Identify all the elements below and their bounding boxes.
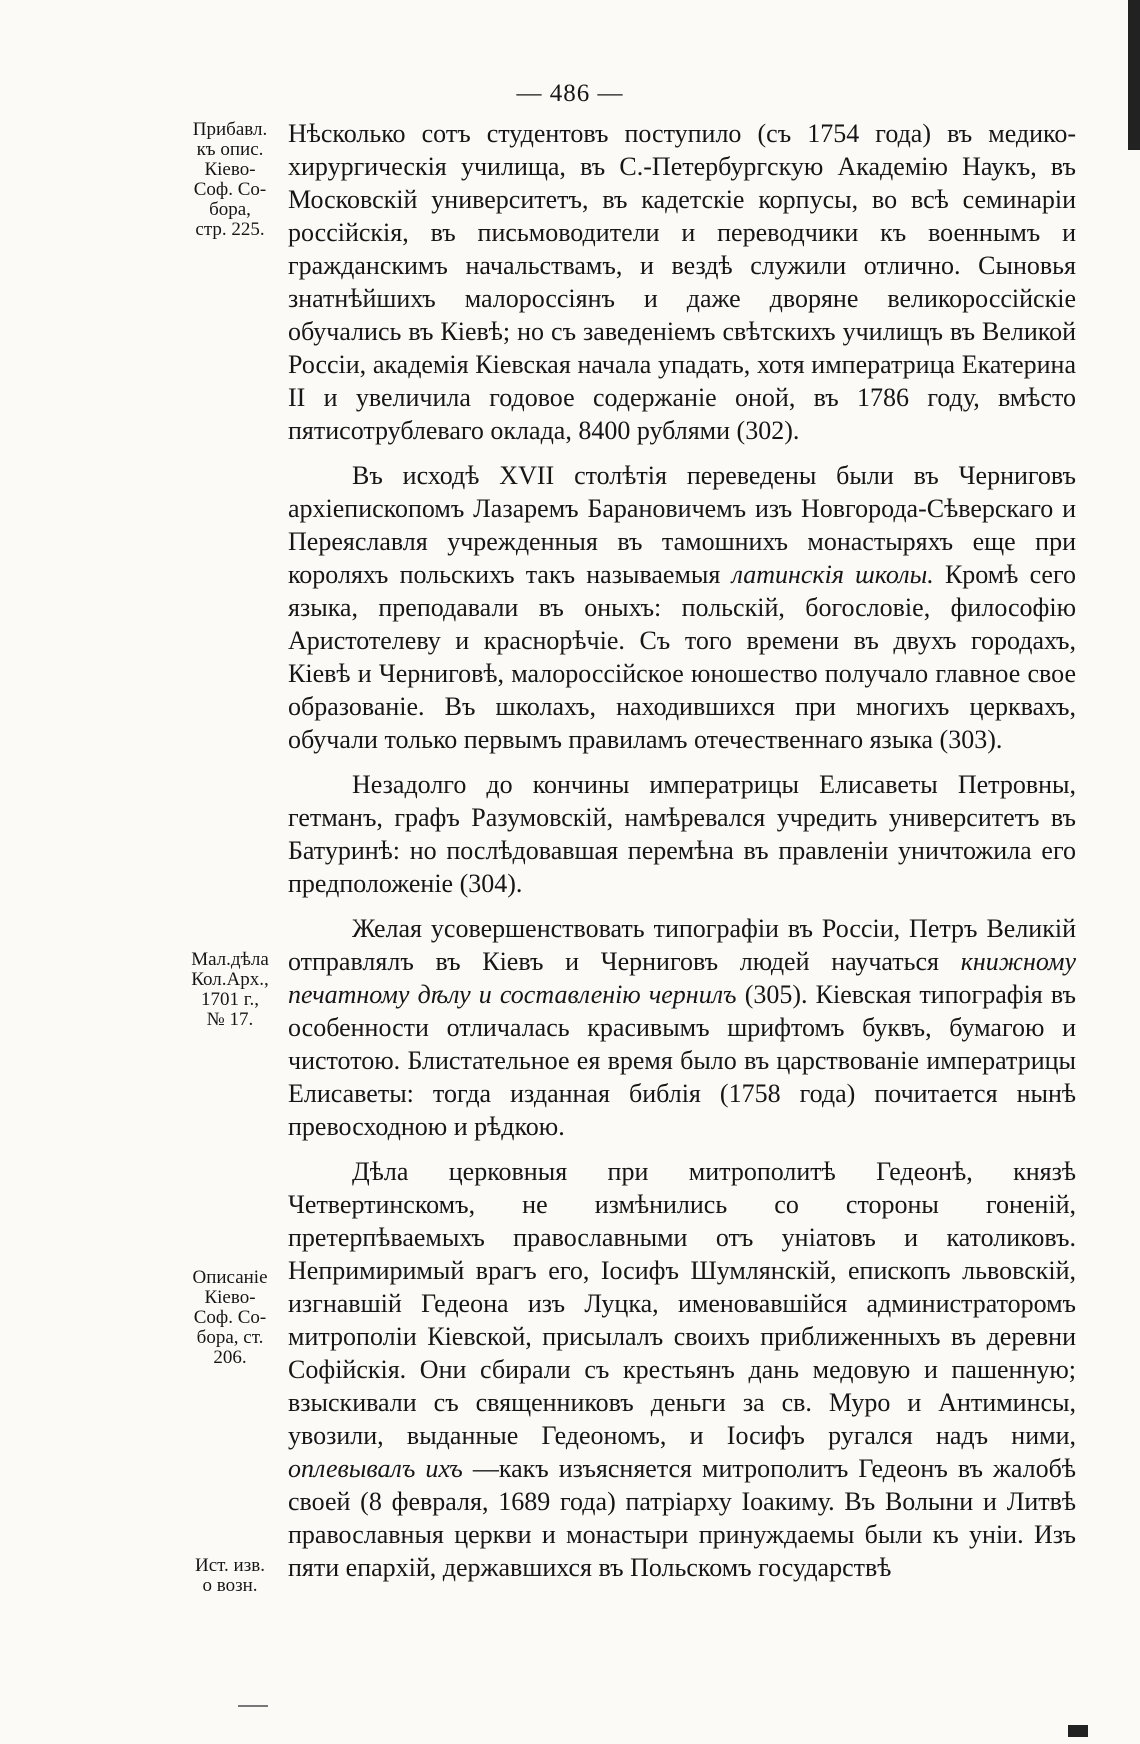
margin-note-3 bbox=[172, 1268, 288, 1368]
italic-phrase: латинскія школы. bbox=[731, 560, 934, 589]
margin-note-line: Соф. Со- bbox=[193, 179, 267, 200]
margin-note-1 bbox=[172, 120, 288, 240]
margin-note-line: о возн. bbox=[202, 1575, 258, 1596]
paragraph-5 bbox=[288, 1155, 1076, 1584]
margin-note-line: стр. 225. bbox=[195, 219, 265, 240]
paragraph-text: Кромѣ сего языка, преподавали въ оныхъ: польскій, богословіе, философію Аристотелеву и краснорѣчіе. Съ того времени въ двухъ городахъ, Кіевѣ и Черниговѣ, малороссійское юношество получало главное свое образованіе. Въ школахъ, находившихся при многихъ церквахъ, обучали только первымъ правиламъ отечественнаго языка (303). bbox=[288, 560, 1076, 754]
paragraph-text: (305). Кіевская типографія въ особенности отличалась красивымъ шрифтомъ буквъ, бумагою и чистотою. Блистательное ея время было въ царствованіе императрицы Елисаветы: тогда изданная библія (1758 года) почитается нынѣ превосходною и рѣдкою. bbox=[288, 980, 1076, 1141]
body-text bbox=[288, 117, 1076, 1596]
margin-note-line: № 17. bbox=[206, 1009, 254, 1030]
paragraph-1 bbox=[288, 117, 1076, 447]
paragraph-text: Въ исходѣ XVII столѣтія переведены были въ Черниговъ архіепископомъ Лазаремъ Барановичемъ изъ Новгорода-Сѣверскаго и Переяславля учрежденныя въ тамошнихъ монастыряхъ еще при короляхъ польскихъ такъ называемыя bbox=[288, 461, 1076, 589]
margin-note-line: 206. bbox=[213, 1347, 247, 1368]
margin-note-line: Кіево- bbox=[204, 1287, 256, 1308]
scan-dash-mark bbox=[238, 1705, 268, 1707]
margin-note-line: Прибавл. bbox=[192, 119, 268, 140]
margin-note-4 bbox=[172, 1556, 288, 1596]
scan-edge-mark bbox=[1128, 0, 1140, 150]
margin-note-line: Мал.дѣла bbox=[191, 949, 269, 970]
paragraph-text: —какъ изъясняется митрополитъ Гедеонъ въ жалобѣ своей (8 февраля, 1689 года) патріарху Іоакиму. Въ Волыни и Литвѣ православныя церкви и монастыри принуждаемы были къ уніи. Изъ пяти епархій, державшихся въ Польскомъ государствѣ bbox=[288, 1454, 1077, 1582]
italic-phrase: книжному печатному дѣлу и составленію чернилъ bbox=[288, 947, 1077, 1009]
margin-note-line: къ опис. bbox=[196, 139, 264, 160]
margin-note-2 bbox=[172, 950, 288, 1030]
scan-corner-mark bbox=[1068, 1725, 1088, 1737]
margin-note-line: Описаніе bbox=[192, 1267, 268, 1288]
paragraph-text: Незадолго до кончины императрицы Елисаветы Петровны, гетманъ, графъ Разумовскій, намѣревался учредить университетъ въ Батуринѣ: но послѣдовавшая перемѣна въ правленіи уничтожила его предположеніе (304). bbox=[288, 770, 1076, 898]
margin-note-line: Ист. изв. bbox=[195, 1555, 265, 1576]
paragraph-text: Нѣсколько сотъ студентовъ поступило (съ 1754 года) въ медико-хирургическія училища, въ С.-Петербургскую Академію Наукъ, въ Московскій университетъ, въ кадетскіе корпусы, во всѣ семинаріи россійскія, въ письмоводители и переводчики къ военнымъ и гражданскимъ начальствамъ, и вездѣ служили отлично. Сыновья знатнѣйшихъ малороссіянъ и даже дворяне великороссійскіе обучались въ Кіевѣ; но съ заведеніемъ свѣтскихъ училищъ въ Великой Россіи, академія Кіевская начала упадать, хотя императрица Екатерина II и увеличила годовое содержаніе оной, въ 1786 году, вмѣсто пятисотрублеваго оклада, 8400 рублями (302). bbox=[288, 119, 1076, 445]
margin-note-line: 1701 г., bbox=[201, 989, 259, 1010]
paragraph-4 bbox=[288, 912, 1076, 1143]
margin-note-line: Кол.Арх., bbox=[191, 969, 269, 990]
paragraph-text: Желая усовершенствовать типографіи въ Россіи, Петръ Великій отправлялъ въ Кіевъ и Черниговъ людей научаться bbox=[288, 914, 1076, 976]
paragraph-2 bbox=[288, 459, 1076, 756]
margin-note-line: Кіево- bbox=[204, 159, 256, 180]
margin-note-line: бора, bbox=[209, 199, 251, 220]
page-number: — 486 — bbox=[516, 80, 624, 107]
paragraph-3 bbox=[288, 768, 1076, 900]
margin-note-line: бора, ст. bbox=[196, 1327, 264, 1348]
italic-phrase: оплевывалъ ихъ bbox=[288, 1454, 463, 1483]
paragraph-text: Дѣла церковныя при митрополитѣ Гедеонѣ, князѣ Четвертинскомъ, не измѣнились со стороны гоненій, претерпѣваемыхъ православными отъ уніатовъ и католиковъ. Непримиримый врагъ его, Іосифъ Шумлянскій, епископъ львовскій, изгнавшій Гедеона изъ Луцка, именовавшійся администраторомъ митрополіи Кіевской, присылалъ своихъ приближенныхъ въ деревни Софійскія. Они сбирали съ крестьянъ дань медовую и пашенную; взыскивали съ священниковъ деньги за св. Муро и Антиминсы, увозили, выданные Гедеономъ, и Іосифъ ругался надъ ними, bbox=[288, 1157, 1076, 1450]
margin-note-line: Соф. Со- bbox=[193, 1307, 267, 1328]
